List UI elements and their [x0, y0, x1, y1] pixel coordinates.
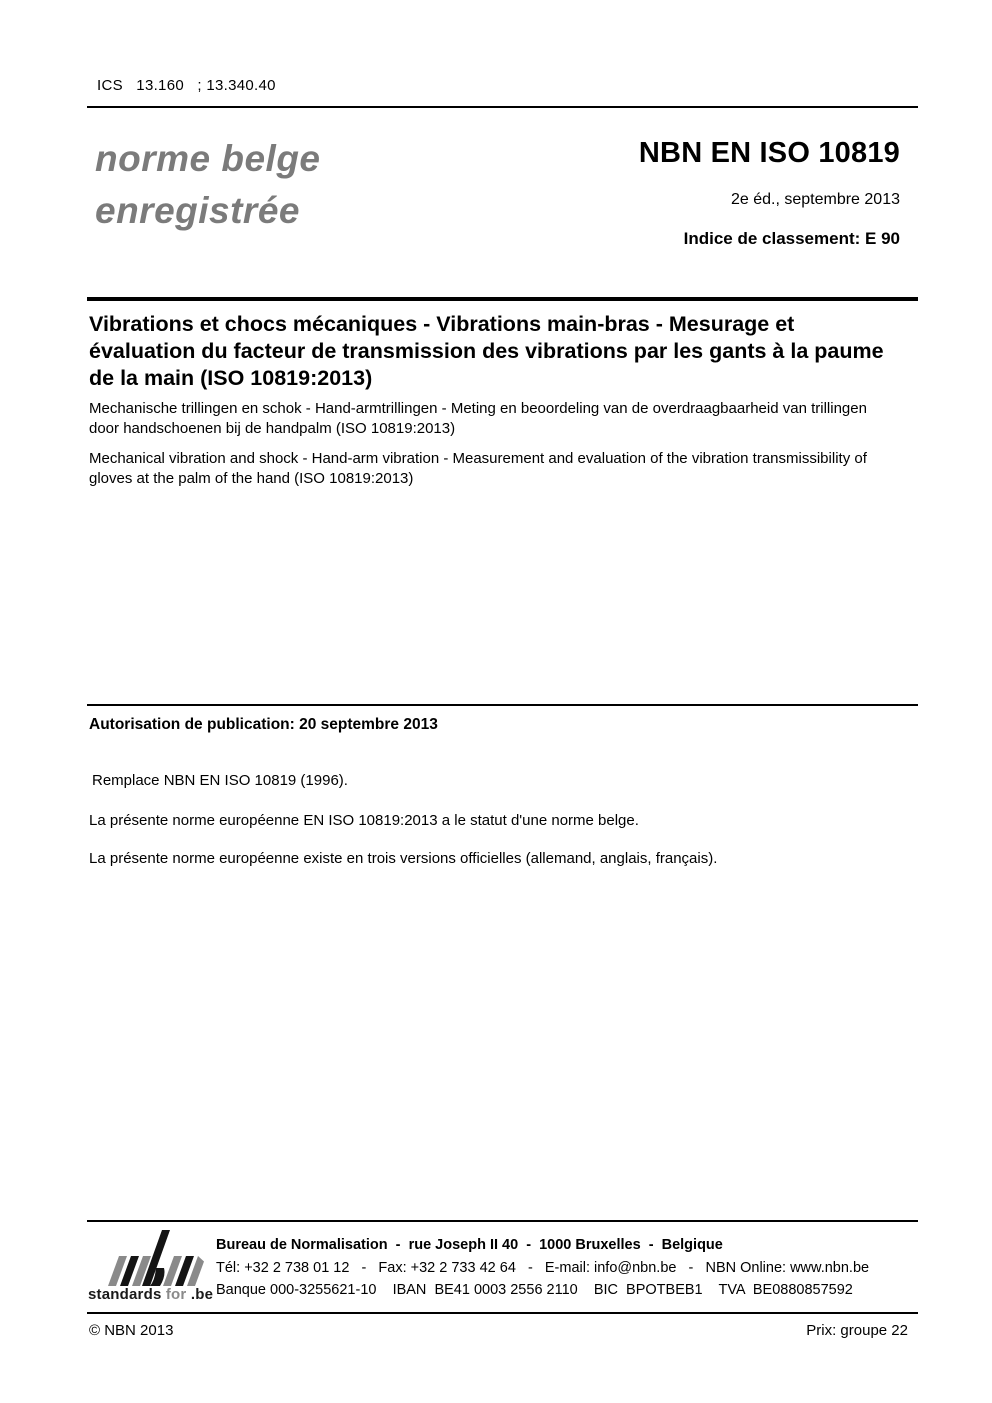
nbn-logo [88, 1228, 218, 1308]
tagline-standards: standards [88, 1286, 166, 1303]
footer-bottom-rule [87, 1312, 918, 1314]
title-dutch: Mechanische trillingen en schok - Hand-armtrillingen - Meting en beoordeling van de overdraagbaarheid van trillingen door handschoenen bij de handpalm (ISO 10819:2013) [89, 400, 867, 437]
tagline-for: for [165, 1286, 187, 1303]
versions-note: La présente norme européenne existe en trois versions officielles (allemand, anglais, français). [89, 850, 718, 867]
document-type-line1: norme belge [95, 138, 321, 179]
logo-tagline [88, 1286, 213, 1303]
publication-authorization: Autorisation de publication: 20 septembre 2013 [89, 716, 438, 733]
title-top-rule [87, 297, 918, 301]
replaces-note: Remplace NBN EN ISO 10819 (1996). [92, 772, 348, 789]
status-note: La présente norme européenne EN ISO 10819:2013 a le statut d'une norme belge. [89, 812, 639, 829]
document-type-line2: enregistrée [95, 190, 300, 231]
footer-address: Bureau de Normalisation - rue Joseph II 40 - 1000 Bruxelles - Belgique [216, 1237, 723, 1253]
tagline-be: .be [186, 1286, 214, 1303]
nbn-logo-icon [108, 1230, 204, 1286]
price-group: Prix: groupe 22 [806, 1322, 908, 1339]
title-french: Vibrations et chocs mécaniques - Vibrations main-bras - Mesurage et évaluation du facteur de transmission des vibrations par les gants à la paume de la main (ISO 10819:2013) [89, 312, 884, 390]
footer-contact: Tél: +32 2 738 01 12 - Fax: +32 2 733 42 64 - E-mail: info@nbn.be - NBN Online: www.nbn.be [216, 1260, 870, 1276]
edition-date: 2e éd., septembre 2013 [730, 191, 900, 208]
header-divider-rule [87, 106, 918, 108]
copyright-notice: © NBN 2013 [89, 1322, 174, 1339]
standard-number: NBN EN ISO 10819 [638, 137, 900, 169]
footer-top-rule [87, 1220, 918, 1222]
authorization-rule [87, 704, 918, 706]
title-english: Mechanical vibration and shock - Hand-arm vibration - Measurement and evaluation of the vibration transmissibility of gloves at the palm of the hand (ISO 10819:2013) [89, 450, 867, 487]
footer-bank-details: Banque 000-3255621-10 IBAN BE41 0003 2556 2110 BIC BPOTBEB1 TVA BE0880857592 [216, 1282, 853, 1298]
ics-classification: ICS 13.160 ; 13.340.40 [97, 77, 276, 94]
classification-index: Indice de classement: E 90 [683, 229, 900, 248]
document-type-heading [95, 133, 321, 237]
